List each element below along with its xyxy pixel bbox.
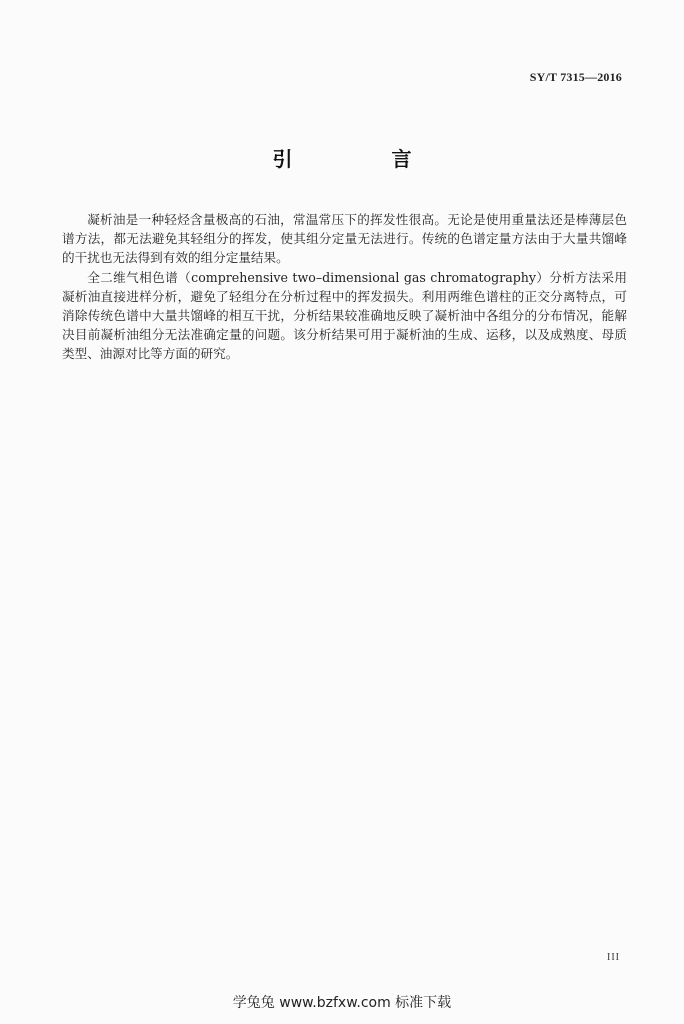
introduction-body — [62, 210, 627, 364]
page-title: 引 言 — [272, 147, 458, 171]
page-number: III — [607, 952, 620, 963]
standard-code: SY/T 7315—2016 — [529, 70, 622, 84]
watermark-text: 学兔兔 www.bzfxw.com 标准下载 — [232, 995, 452, 1011]
paragraph: 全二维气相色谱（comprehensive two–dimensional gas chromatography）分析方法采用凝析油直接进样分析，避免了轻组分在分析过程中的挥发损失。利用两维色谱柱的正交分离特点，可消除传统色谱中大量共馏峰的相互干扰，分析结果较准确地反映了凝析油中各组分的分布情况，能解决目前凝析油组分无法准确定量的问题。该分析结果可用于凝析油的生成、运移，以及成熟度、母质类型、油源对比等方面的研究。 — [62, 269, 627, 362]
paragraph: 凝析油是一种轻烃含量极高的石油，常温常压下的挥发性很高。无论是使用重量法还是棒薄层色谱方法，都无法避免其轻组分的挥发，使其组分定量无法进行。传统的色谱定量方法由于大量共馏峰的干扰也无法得到有效的组分定量结果。 — [62, 212, 627, 266]
